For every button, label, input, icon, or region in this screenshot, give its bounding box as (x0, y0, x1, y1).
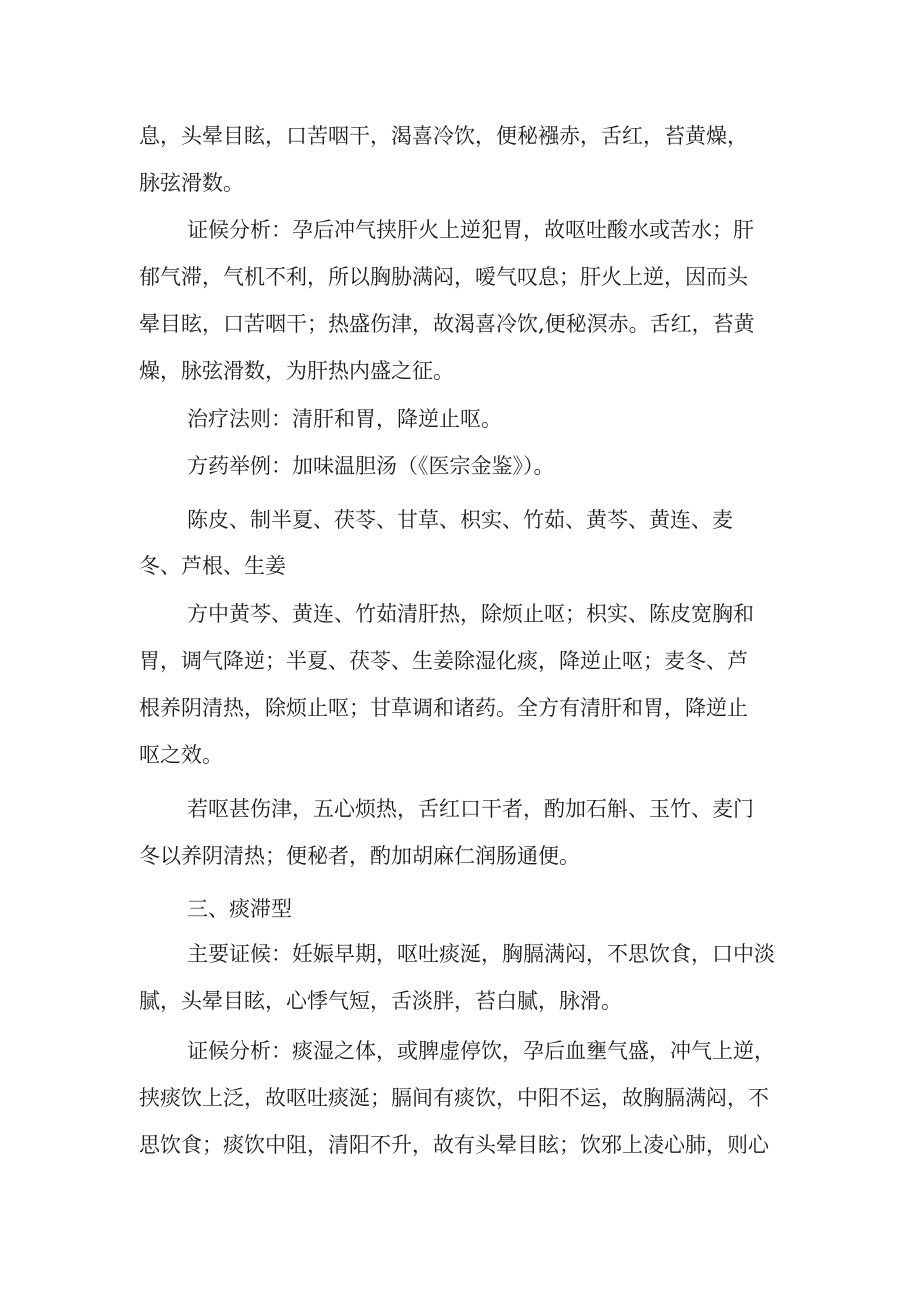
paragraph-line: 主要证候：妊娠早期，呕吐痰涎，胸膈满闷，不思饮食，口中淡 (187, 942, 775, 966)
text-line: 胃，调气降逆；半夏、茯苓、生姜除湿化痰，降逆止呕；麦冬、芦 (139, 649, 748, 673)
text-line: 呕之效。 (139, 743, 223, 767)
text-line: 郁气滞，气机不利，所以胸胁满闷，嗳气叹息；肝火上逆，因而头 (139, 265, 748, 289)
paragraph-line: 方药举例：加味温胆汤（《医宗金鉴》）。 (187, 454, 555, 478)
text-line: 燥，脉弦滑数，为肝热内盛之征。 (139, 359, 454, 383)
text-line: 冬以养阴清热；便秘者，酌加胡麻仁润肠通便。 (139, 844, 580, 868)
text-line: 脉弦滑数。 (139, 171, 244, 195)
paragraph-line: 治疗法则：清肝和胃，降逆止呕。 (187, 407, 502, 431)
text-line: 晕目眩，口苦咽干；热盛伤津，故渴喜冷饮,便秘溟赤。舌红，苔黄 (139, 312, 755, 336)
section-heading: 三、痰滞型 (187, 897, 292, 921)
paragraph-line: 若呕甚伤津，五心烦热，舌红口干者，酌加石斛、玉竹、麦门 (187, 797, 754, 821)
text-line: 思饮食；痰饮中阻，清阳不升，故有头晕目眩；饮邪上凌心肺，则心 (139, 1133, 769, 1157)
paragraph-line: 方中黄芩、黄连、竹茹清肝热，除烦止呕；枳实、陈皮宽胸和 (187, 602, 754, 626)
paragraph-line: 证候分析：孕后冲气挟肝火上逆犯胃，故呕吐酸水或苦水；肝 (187, 218, 754, 242)
text-line: 冬、芦根、生姜 (139, 554, 286, 578)
text-line: 挟痰饮上泛，故呕吐痰涎；膈间有痰饮，中阳不运，故胸膈满闷，不 (139, 1086, 769, 1110)
text-line: 息，头晕目眩，口苦咽干，渴喜冷饮，便秘襁赤，舌红，苔黄燥， (139, 124, 748, 148)
text-line: 根养阴清热，除烦止呕；甘草调和诸药。全方有清肝和胃，降逆止 (139, 696, 748, 720)
paragraph-line: 证候分析：痰湿之体，或脾虚停饮，孕后血壅气盛，冲气上逆， (187, 1039, 775, 1063)
text-line: 腻，头晕目眩，心悸气短，舌淡胖，苔白腻，脉滑。 (139, 989, 622, 1013)
paragraph-line: 陈皮、制半夏、茯苓、甘草、枳实、竹茹、黄芩、黄连、麦 (187, 508, 733, 532)
